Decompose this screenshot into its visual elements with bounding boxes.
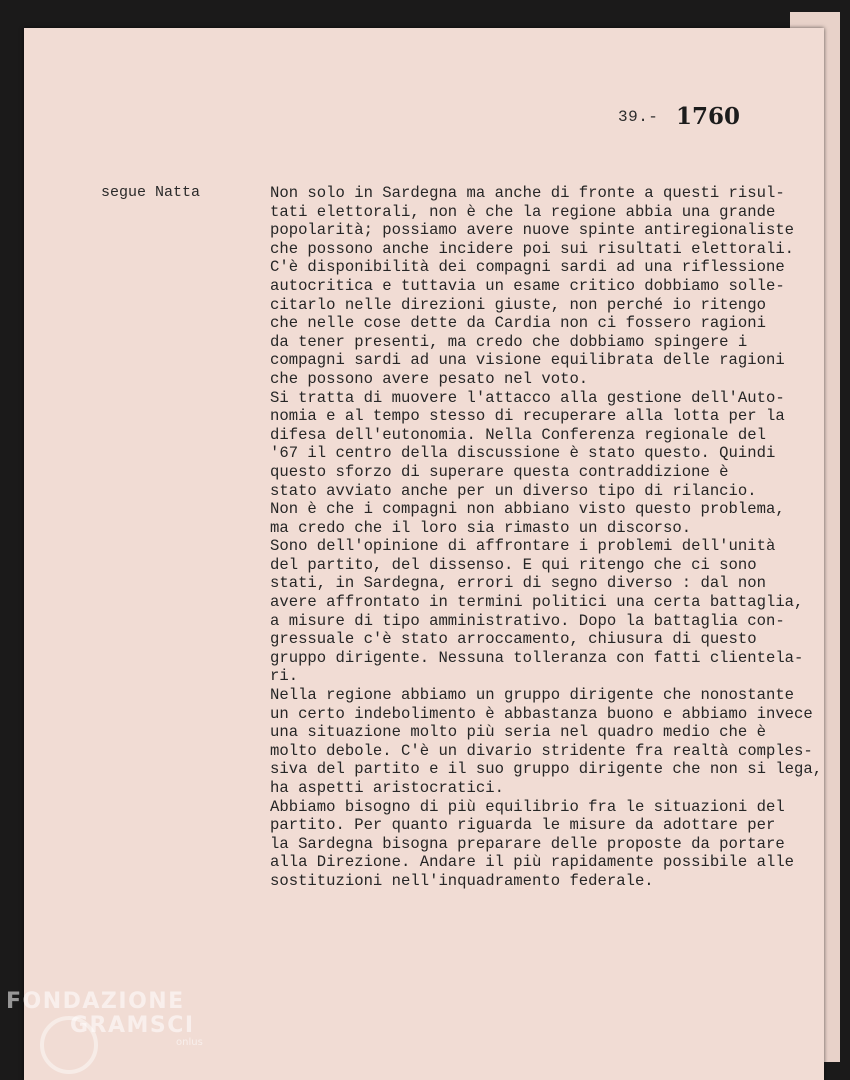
page-number: 39.- (618, 108, 659, 126)
body-line: C'è disponibilità dei compagni sardi ad una riflessione (270, 258, 785, 277)
body-line: sostituzioni nell'inquadramento federale. (270, 871, 654, 890)
fondazione-gramsci-watermark (6, 990, 203, 1048)
body-line: ha aspetti aristocratici. (270, 779, 504, 797)
body-line: tati elettorali, non è che la regione abbia una grande (270, 202, 776, 221)
body-line: siva del partito e il suo gruppo dirigente che non si lega, (270, 760, 823, 779)
body-line: a misure di tipo amministrativo. Dopo la battaglia con- (270, 611, 785, 630)
body-line: citarlo nelle direzioni giuste, non perché io ritengo (270, 295, 766, 314)
body-line: partito. Per quanto riguarda le misure da adottare per (270, 816, 776, 835)
document-number: 1760 (676, 103, 741, 130)
watermark-circle-icon (40, 1016, 98, 1074)
body-line: Sono dell'opinione di affrontare i problemi dell'unità (270, 537, 776, 556)
watermark-line2: GRAMSCI (70, 1013, 195, 1038)
body-line: stato avviato anche per un diverso tipo di rilancio. (270, 481, 757, 500)
body-line: nomia e al tempo stesso di recuperare alla lotta per la (270, 407, 785, 426)
body-line: Non solo in Sardegna ma anche di fronte a questi risul- (270, 184, 785, 202)
body-line: '67 il centro della discussione è stato questo. Quindi (270, 444, 776, 463)
body-line: molto debole. C'è un divario stridente fra realtà comples- (270, 741, 813, 760)
watermark-line1: FONDAZIONE (6, 989, 185, 1014)
body-line: Si tratta di muovere l'attacco alla gestione dell'Auto- (270, 388, 785, 407)
body-line: la Sardegna bisogna preparare delle proposte da portare (270, 834, 785, 853)
body-line: stati, in Sardegna, errori di segno diverso : dal non (270, 574, 766, 593)
body-line: che possono anche incidere poi sui risultati elettorali. (270, 239, 795, 258)
body-line: Non è che i compagni non abbiano visto questo problema, (270, 500, 785, 519)
body-line: compagni sardi ad una visione equilibrata delle ragioni (270, 351, 785, 370)
body-line: una situazione molto più seria nel quadro medio che è (270, 723, 766, 742)
body-line: del partito, del dissenso. E qui ritengo che ci sono (270, 555, 757, 574)
body-line: questo sforzo di superare questa contraddizione è (270, 462, 729, 481)
body-line: da tener presenti, ma credo che dobbiamo spingere i (270, 332, 748, 351)
body-line: gruppo dirigente. Nessuna tolleranza con fatti clientela- (270, 648, 804, 667)
body-line: ri. (270, 667, 299, 686)
body-line: che possono avere pesato nel voto. (270, 369, 589, 388)
body-line: ma credo che il loro sia rimasto un discorso. (270, 518, 692, 537)
body-line: popolarità; possiamo avere nuove spinte antiregionaliste (270, 221, 795, 240)
body-line: difesa dell'eutonomia. Nella Conferenza regionale del (270, 425, 766, 444)
body-line: gressuale c'è stato arroccamento, chiusura di questo (270, 630, 757, 649)
body-line: Nella regione abbiamo un gruppo dirigente che nonostante (270, 686, 795, 705)
body-line: autocritica e tuttavia un esame critico dobbiamo solle- (270, 276, 785, 295)
body-line: alla Direzione. Andare il più rapidamente possibile alle (270, 853, 795, 872)
body-line: avere affrontato in termini politici una certa battaglia, (270, 593, 804, 612)
body-line: che nelle cose dette da Cardia non ci fossero ragioni (270, 314, 766, 333)
body-line: un certo indebolimento è abbastanza buono e abbiamo invece (270, 704, 813, 723)
speaker-label: segue Natta (101, 184, 201, 201)
body-line: Abbiamo bisogno di più equilibrio fra le situazioni del (270, 797, 785, 816)
body-text (270, 184, 830, 891)
watermark-line3: onlus (176, 1037, 203, 1048)
